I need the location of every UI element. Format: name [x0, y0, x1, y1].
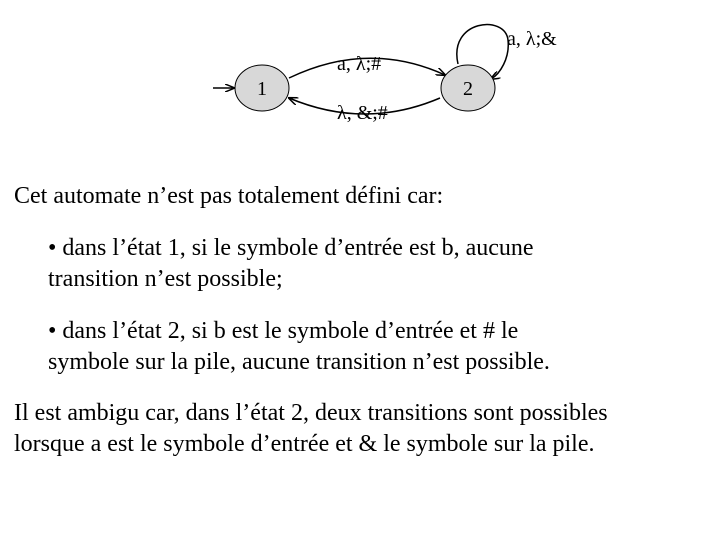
- bullet-state-1-line-1: • dans l’état 1, si le symbole d’entrée est b, aucune: [48, 235, 534, 261]
- state-1-label: 1: [257, 78, 267, 100]
- transition-1-to-2-label: a, λ;#: [337, 53, 382, 75]
- conclusion-text: [14, 398, 608, 460]
- conclusion-line-1: Il est ambigu car, dans l’état 2, deux transitions sont possibles: [14, 400, 608, 426]
- bullet-state-2-line-2: symbole sur la pile, aucune transition n’est possible.: [48, 349, 550, 375]
- conclusion-line-2: lorsque a est le symbole d’entrée et & le symbole sur la pile.: [14, 431, 595, 457]
- state-2-label: 2: [463, 78, 473, 100]
- bullet-state-2-line-1: • dans l’état 2, si b est le symbole d’entrée et # le: [48, 318, 519, 344]
- bullet-state-2: [48, 316, 550, 378]
- transition-2-self-loop-label: a, λ;&: [507, 28, 557, 50]
- transition-2-to-1-label: λ, &;#: [337, 102, 388, 124]
- automaton-diagram: [0, 0, 720, 170]
- intro-text: Cet automate n’est pas totalement défini car:: [14, 183, 444, 209]
- bullet-state-1-line-2: transition n’est possible;: [48, 266, 283, 292]
- bullet-state-1: [48, 233, 534, 295]
